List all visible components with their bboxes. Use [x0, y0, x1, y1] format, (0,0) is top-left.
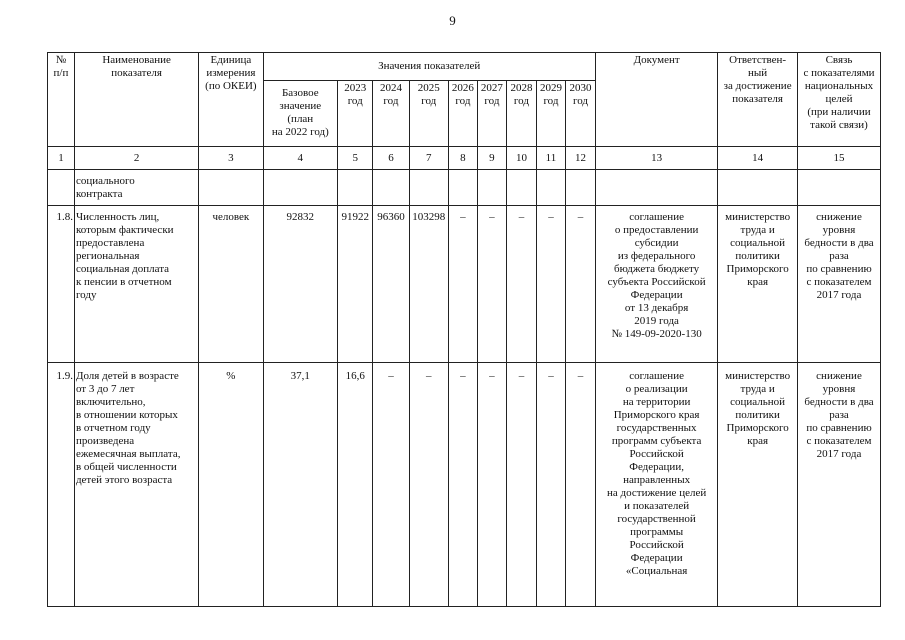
value-2030: –: [565, 363, 595, 607]
header-year-2025: 2025 год: [409, 81, 448, 147]
header-year-2030: 2030 год: [565, 81, 595, 147]
value-2026: –: [448, 206, 477, 363]
column-number: 14: [718, 147, 798, 170]
column-number: 2: [74, 147, 198, 170]
column-number: 1: [48, 147, 75, 170]
document: соглашение о предоставлении субсидии из федерального бюджета бюджету субъекта Российской Федерации от 13 декабря 2019 года № 149-09-2020-130: [595, 206, 717, 363]
row-number: 1.9.: [48, 363, 75, 607]
continuation-name: социального контракта: [74, 170, 198, 206]
value-2023: 91922: [338, 206, 373, 363]
column-number: 5: [338, 147, 373, 170]
column-number: 11: [536, 147, 565, 170]
header-link: Связь с показателями национальных целей (при наличии такой связи): [798, 53, 881, 147]
value-2028: –: [506, 206, 536, 363]
value-2028: –: [506, 363, 536, 607]
column-number: 12: [565, 147, 595, 170]
value-2026: –: [448, 363, 477, 607]
table-row: [48, 363, 881, 607]
row-number: 1.8.: [48, 206, 75, 363]
column-number: 4: [263, 147, 338, 170]
base-value: 37,1: [263, 363, 338, 607]
column-number: 3: [199, 147, 263, 170]
indicators-table: [47, 52, 881, 607]
column-number: 8: [448, 147, 477, 170]
value-2025: 103298: [409, 206, 448, 363]
column-number: 7: [409, 147, 448, 170]
value-2030: –: [565, 206, 595, 363]
value-2027: –: [477, 206, 506, 363]
value-2023: 16,6: [338, 363, 373, 607]
unit: человек: [199, 206, 263, 363]
column-number: 15: [798, 147, 881, 170]
header-year-2029: 2029 год: [536, 81, 565, 147]
unit: %: [199, 363, 263, 607]
table-row: [48, 206, 881, 363]
continuation-row: [48, 170, 881, 206]
value-2025: –: [409, 363, 448, 607]
national-goal-link: снижение уровня бедности в два раза по сравнению с показателем 2017 года: [798, 363, 881, 607]
header-num: № п/п: [48, 53, 75, 147]
column-number: 13: [595, 147, 717, 170]
header-document: Документ: [595, 53, 717, 147]
header-row: [48, 53, 881, 81]
column-numbers-row: [48, 147, 881, 170]
header-year-2023: 2023 год: [338, 81, 373, 147]
column-number: 9: [477, 147, 506, 170]
header-responsible: Ответствен- ный за достижение показателя: [718, 53, 798, 147]
value-2029: –: [536, 363, 565, 607]
column-number: 6: [373, 147, 409, 170]
value-2024: 96360: [373, 206, 409, 363]
header-year-2027: 2027 год: [477, 81, 506, 147]
header-year-2028: 2028 год: [506, 81, 536, 147]
header-values-group: Значения показателей: [263, 53, 595, 81]
responsible: министерство труда и социальной политики Приморского края: [718, 363, 798, 607]
header-unit: Единица измерения (по ОКЕИ): [199, 53, 263, 147]
responsible: министерство труда и социальной политики Приморского края: [718, 206, 798, 363]
indicator-name: Доля детей в возрасте от 3 до 7 лет включительно, в отношении которых в отчетном году произведена ежемесячная выплата, в общей численности детей этого возраста: [74, 363, 198, 607]
indicator-name: Численность лиц, которым фактически предоставлена региональная социальная доплата к пенсии в отчетном году: [74, 206, 198, 363]
header-name: Наименование показателя: [74, 53, 198, 147]
value-2027: –: [477, 363, 506, 607]
value-2029: –: [536, 206, 565, 363]
value-2024: –: [373, 363, 409, 607]
page-number: 9: [449, 13, 456, 28]
column-number: 10: [506, 147, 536, 170]
document: соглашение о реализации на территории Приморского края государственных программ субъекта Российской Федерации, направленных на достижение целей и показателей государственной программы Российской Федерации «Социальная: [595, 363, 717, 607]
base-value: 92832: [263, 206, 338, 363]
header-year-2026: 2026 год: [448, 81, 477, 147]
header-base: Базовое значение (план на 2022 год): [263, 81, 338, 147]
national-goal-link: снижение уровня бедности в два раза по сравнению с показателем 2017 года: [798, 206, 881, 363]
header-year-2024: 2024 год: [373, 81, 409, 147]
